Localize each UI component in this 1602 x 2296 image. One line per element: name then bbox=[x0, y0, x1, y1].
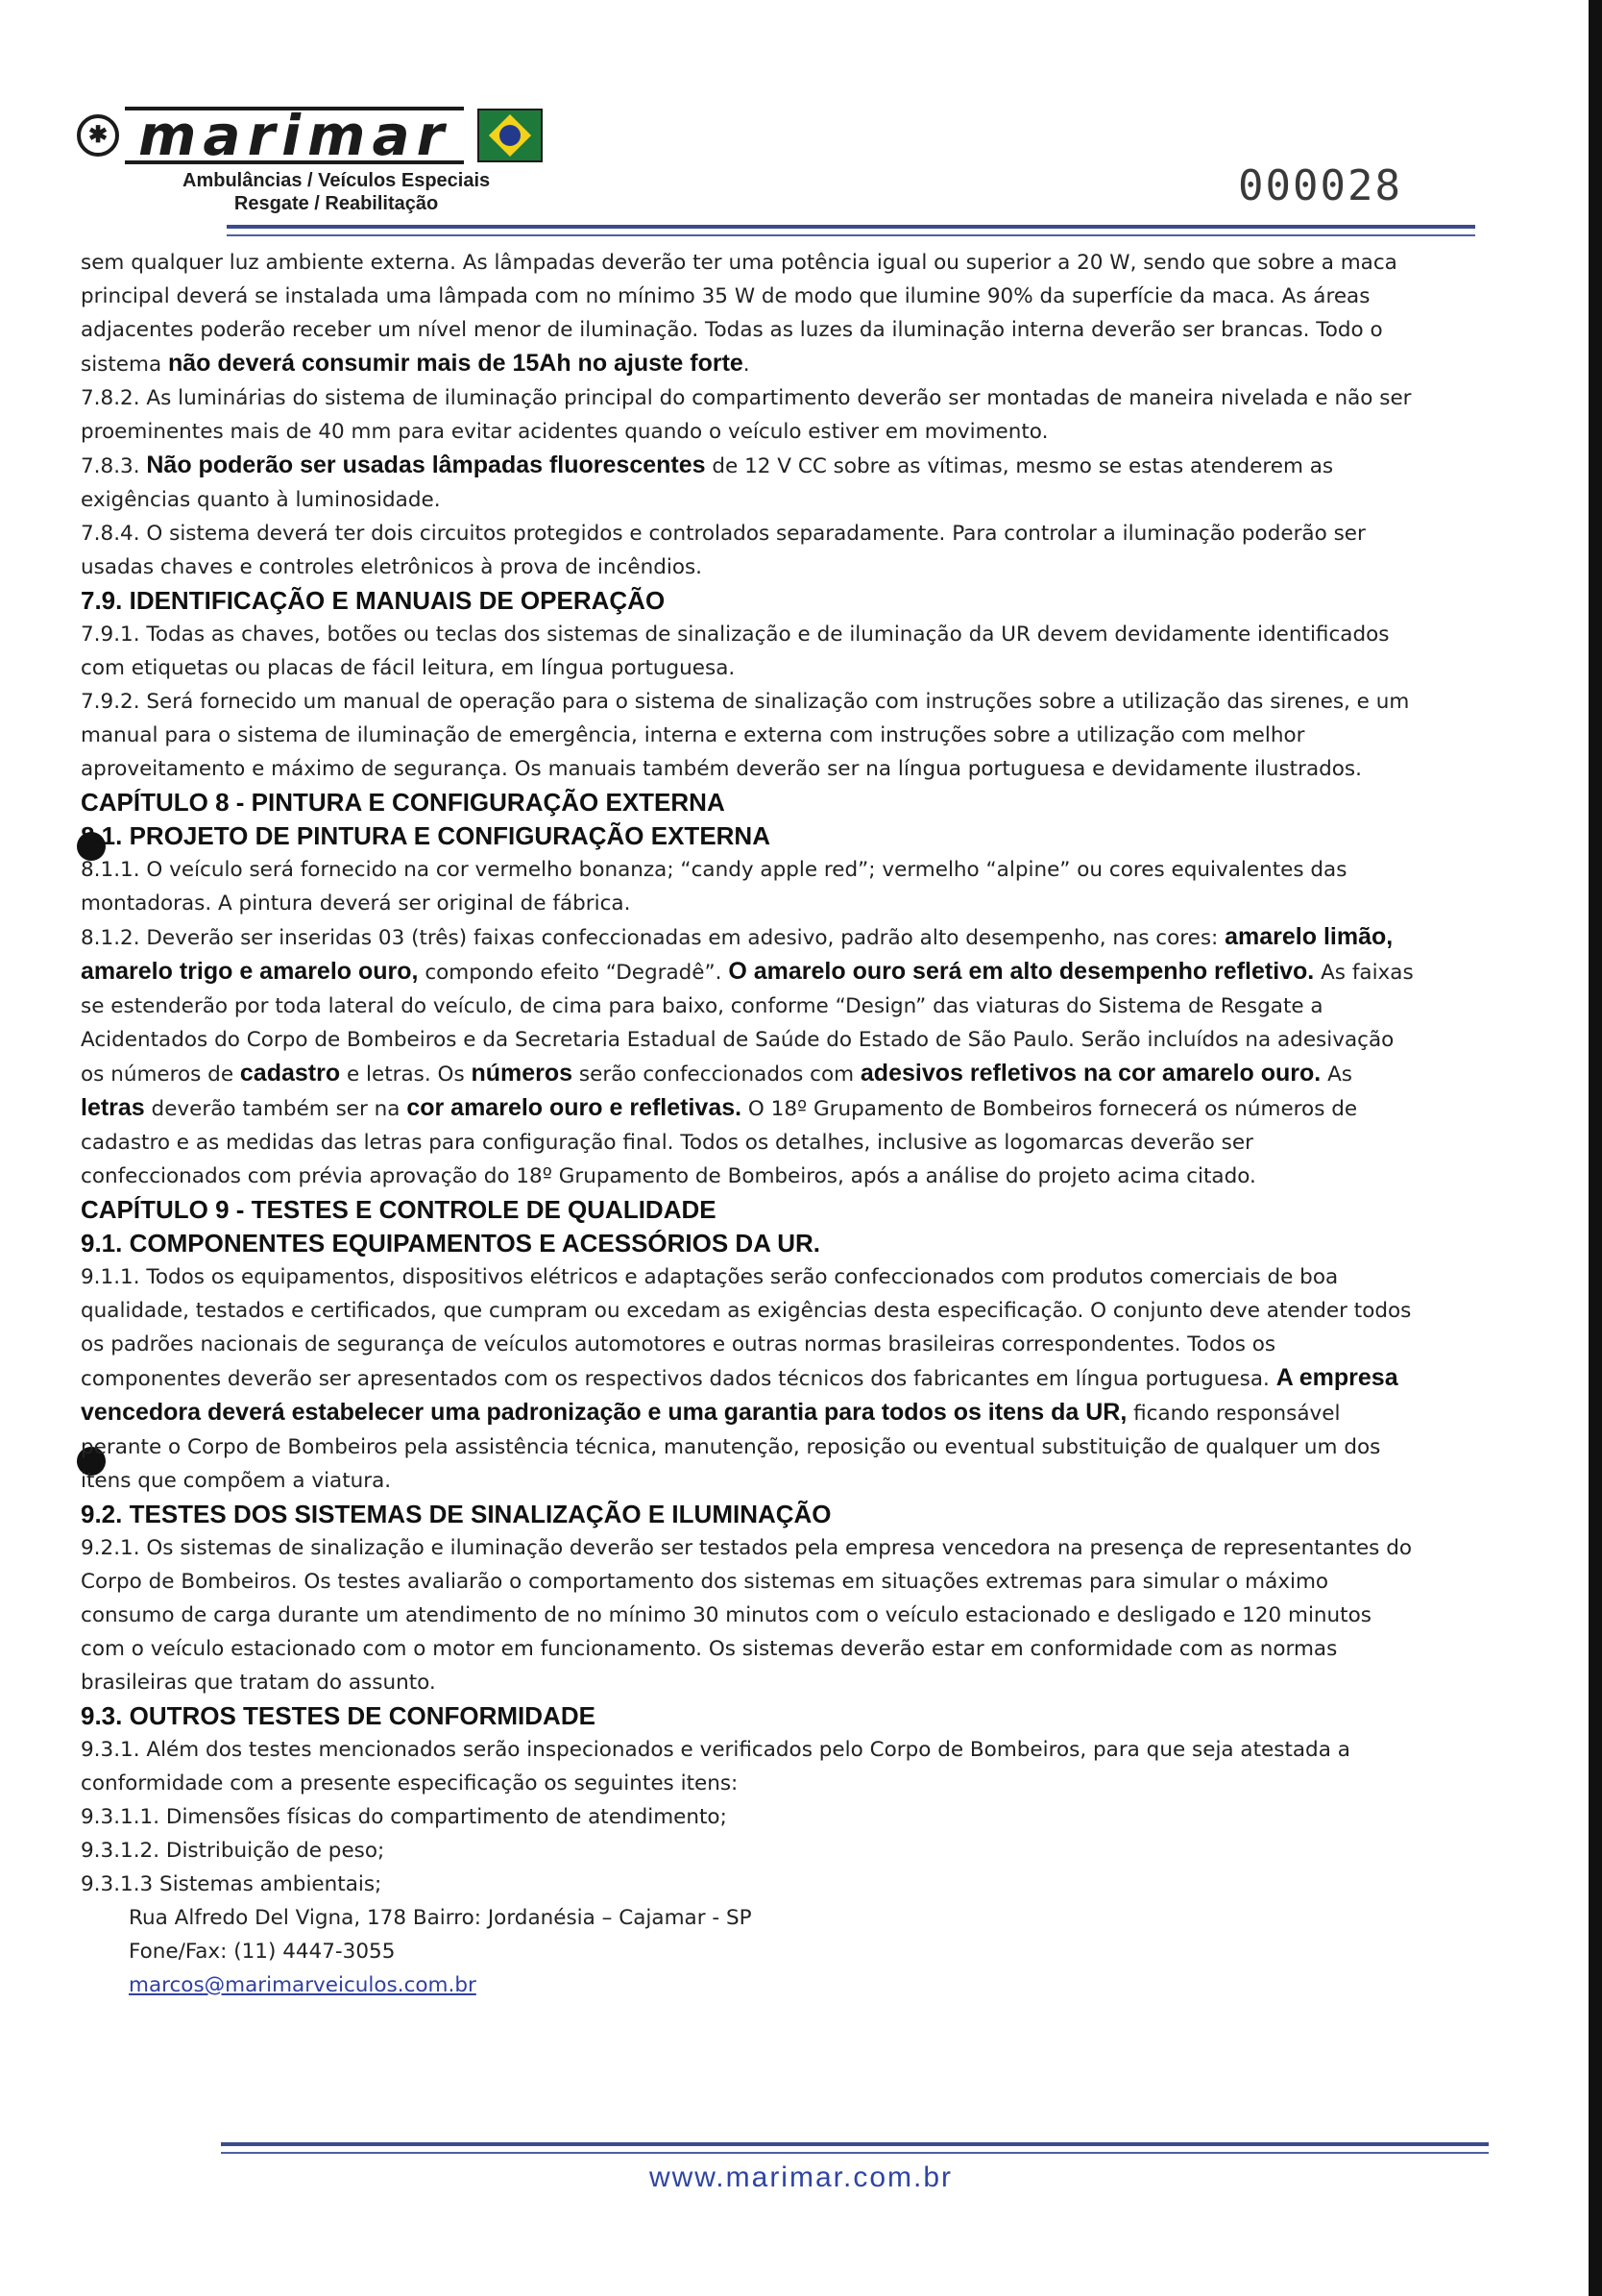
footer-divider bbox=[221, 2142, 1489, 2146]
heading-9-3: 9.3. OUTROS TESTES DE CONFORMIDADE bbox=[81, 1701, 595, 1730]
paragraph-lighting-intro bbox=[81, 246, 1416, 381]
heading-7-9: 7.9. IDENTIFICAÇÃO E MANUAIS DE OPERAÇÃO bbox=[81, 586, 666, 615]
bold-text: cadastro bbox=[239, 1060, 341, 1087]
bold-text: cor amarelo ouro e refletivas. bbox=[406, 1094, 742, 1121]
logo-wordmark: marimar bbox=[125, 107, 464, 164]
text: e letras. Os bbox=[340, 1063, 472, 1087]
chapter-8-title: CAPÍTULO 8 - PINTURA E CONFIGURAÇÃO EXTERNA bbox=[81, 788, 725, 817]
text: 7.8.3. bbox=[81, 454, 147, 478]
text: 8.1.2. Deverão ser inseridas 03 (três) faixas confeccionadas em adesivo, padrão alto desempenho, nas cores: bbox=[81, 926, 1226, 950]
text: serão confeccionados com bbox=[572, 1063, 861, 1087]
company-tagline bbox=[182, 169, 490, 215]
tagline-line-2: Resgate / Reabilitação bbox=[233, 193, 439, 214]
paragraph-9-1-1 bbox=[81, 1260, 1416, 1498]
bold-text: não deverá consumir mais de 15Ah no ajuste forte bbox=[168, 350, 743, 377]
text: O 18º Grupamento de Bombeiros fornecerá os números de cadastro e as medidas das letras para configuração final. Todos os detalhes, inclusive as logomarcas deverão ser confeccionados com prévia aprovação do 18º Grupamento de Bombeiros, após a análise do projeto acima citado. bbox=[81, 1097, 1358, 1188]
list-item-9-3-1-1: 9.3.1.1. Dimensões físicas do compartimento de atendimento; bbox=[81, 1805, 727, 1829]
text: ficando responsável perante o Corpo de Bombeiros pela assistência técnica, manutenção, reposição ou eventual substituição de qualquer um dos itens que compõem a viatura. bbox=[81, 1402, 1381, 1493]
bold-text: amarelo limão, amarelo trigo e amarelo ouro, bbox=[81, 923, 1394, 985]
text: deverão também ser na bbox=[144, 1097, 407, 1121]
bold-text: números bbox=[471, 1060, 573, 1087]
chapter-9-title: CAPÍTULO 9 - TESTES E CONTROLE DE QUALIDADE bbox=[81, 1195, 716, 1224]
bold-text: Não poderão ser usadas lâmpadas fluorescentes bbox=[146, 452, 706, 478]
bold-text: letras bbox=[81, 1094, 145, 1121]
email-link[interactable]: marcos@marimarveiculos.com.br bbox=[129, 1973, 476, 1997]
tagline-line-1: Ambulâncias / Veículos Especiais bbox=[182, 170, 491, 191]
document-number: 000028 bbox=[1238, 161, 1402, 210]
footer-website[interactable]: www.marimar.com.br bbox=[648, 2162, 954, 2193]
text: sem qualquer luz ambiente externa. As lâmpadas deverão ter uma potência igual ou superior a 20 W, sendo que sobre a maca principal deverá se instalada uma lâmpada com no mínimo 35 W de modo que ilumine 90% da superfície da maca. As áreas adjacentes poderão receber um nível menor de iluminação. Todas as luzes da iluminação interna deverão ser brancas. Todo o sistema bbox=[81, 251, 1397, 377]
document-body bbox=[81, 246, 1416, 2002]
paragraph-9-2-1: 9.2.1. Os sistemas de sinalização e iluminação deverão ser testados pela empresa vencedora na presença de representantes do Corpo de Bombeiros. Os testes avaliarão o comportamento dos sistemas em situações extremas para simular o máximo consumo de carga durante um atendimento de no mínimo 30 minutos com o veículo estacionado e desligado e 120 minutos com o veículo estacionado com o motor em funcionamento. Os sistemas deverão estar em conformidade com as normas brasileiras que tratam do assunto. bbox=[81, 1536, 1413, 1695]
bold-text: O amarelo ouro será em alto desempenho refletivo. bbox=[728, 958, 1315, 985]
scan-edge bbox=[1589, 0, 1602, 2296]
text: compondo efeito “Degradê”. bbox=[418, 961, 729, 985]
bold-text: adesivos refletivos na cor amarelo ouro. bbox=[860, 1060, 1322, 1087]
paragraph-8-1-1: 8.1.1. O veículo será fornecido na cor vermelho bonanza; “candy apple red”; vermelho “alpine” ou cores equivalentes das montadoras. A pintura deverá ser original de fábrica. bbox=[81, 858, 1347, 916]
brazil-flag-icon bbox=[477, 109, 543, 162]
paragraph-7-8-2: 7.8.2. As luminárias do sistema de iluminação principal do compartimento deverão ser montadas de maneira nivelada e não ser proeminentes mais de 40 mm para evitar acidentes quando o veículo estiver em movimento. bbox=[81, 386, 1412, 444]
list-item-9-3-1-2: 9.3.1.2. Distribuição de peso; bbox=[81, 1839, 385, 1863]
footer-divider-thin bbox=[221, 2152, 1489, 2154]
heading-9-1: 9.1. COMPONENTES EQUIPAMENTOS E ACESSÓRIOS DA UR. bbox=[81, 1229, 821, 1258]
header-divider-thin bbox=[227, 234, 1475, 236]
paragraph-8-1-2 bbox=[81, 920, 1416, 1193]
heading-9-2: 9.2. TESTES DOS SISTEMAS DE SINALIZAÇÃO E ILUMINAÇÃO bbox=[81, 1500, 832, 1528]
paragraph-9-3-1: 9.3.1. Além dos testes mencionados serão inspecionados e verificados pelo Corpo de Bombeiros, para que seja atestada a conformidade com a presente especificação os seguintes itens: bbox=[81, 1738, 1350, 1795]
text: . bbox=[742, 353, 750, 377]
footer-phone: Fone/Fax: (11) 4447-3055 bbox=[129, 1940, 396, 1964]
text: As bbox=[1321, 1063, 1353, 1087]
text: 9.1.1. Todos os equipamentos, dispositivos elétricos e adaptações serão confeccionados com produtos comerciais de boa qualidade, testados e certificados, que cumpram ou excedam as exigências desta especificação. O conjunto deve atender todos os padrões nacionais de segurança de veículos automotores e outras normas brasileiras correspondentes. Todos os componentes deverão ser apresentados com os respectivos dados técnicos dos fabricantes em língua portuguesa. bbox=[81, 1265, 1412, 1391]
star-of-life-icon: ✱ bbox=[77, 114, 119, 157]
paragraph-7-9-2: 7.9.2. Será fornecido um manual de operação para o sistema de sinalização com instruções sobre a utilização das sirenes, e um manual para o sistema de iluminação de emergência, interna e externa com instruções sobre a utilização com melhor aproveitamento e máximo de segurança. Os manuais também deverão ser na língua portuguesa e devidamente ilustrados. bbox=[81, 690, 1410, 781]
text: As faixas se estenderão por toda lateral do veículo, de cima para baixo, conforme “Design” das viaturas do Sistema de Resgate a Acidentados do Corpo de Bombeiros e da Secretaria Estadual de Saúde do Estado de São Paulo. Serão incluídos na adesivação os números de bbox=[81, 961, 1414, 1087]
company-logo bbox=[77, 104, 543, 167]
paragraph-7-8-3 bbox=[81, 449, 1416, 517]
heading-8-1: 8.1. PROJETO DE PINTURA E CONFIGURAÇÃO EXTERNA bbox=[81, 821, 770, 850]
text: de 12 V CC sobre as vítimas, mesmo se estas atenderem as exigências quanto à luminosidade. bbox=[81, 454, 1334, 512]
list-item-9-3-1-3: 9.3.1.3 Sistemas ambientais; bbox=[81, 1872, 382, 1896]
paragraph-7-9-1: 7.9.1. Todas as chaves, botões ou teclas dos sistemas de sinalização e de iluminação da UR devem devidamente identificados com etiquetas ou placas de fácil leitura, em língua portuguesa. bbox=[81, 623, 1390, 680]
header-divider bbox=[227, 225, 1475, 229]
footer-email-line bbox=[81, 1968, 1416, 2002]
paragraph-7-8-4: 7.8.4. O sistema deverá ter dois circuitos protegidos e controlados separadamente. Para controlar a iluminação poderão ser usadas chaves e controles eletrônicos à prova de incêndios. bbox=[81, 522, 1366, 579]
footer-address: Rua Alfredo Del Vigna, 178 Bairro: Jordanésia – Cajamar - SP bbox=[129, 1906, 752, 1930]
bold-text: A empresa vencedora deverá estabelecer uma padronização e uma garantia para todos os itens da UR, bbox=[81, 1364, 1398, 1426]
